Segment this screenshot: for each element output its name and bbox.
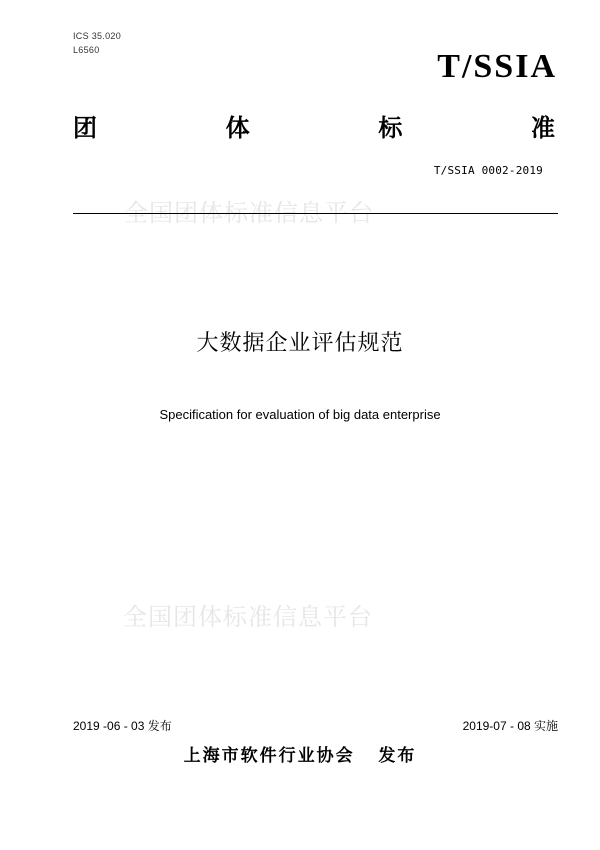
document-title-english: Specification for evaluation of big data enterprise (159, 407, 441, 422)
standard-kind-char-4: 准 (530, 114, 555, 142)
watermark-bottom: 全国团体标准信息平台 (123, 603, 373, 631)
standard-kind-heading (73, 112, 555, 144)
standard-number: T/SSIA 0002-2019 (433, 164, 543, 177)
header-divider (73, 213, 558, 214)
publisher-line (0, 741, 600, 766)
ccs-code: L6560 (73, 45, 100, 55)
issue-date: 2019 -06 - 03 发布 (73, 719, 172, 733)
implementation-date: 2019-07 - 08 实施 (462, 719, 558, 733)
standard-kind-char-1: 团 (73, 114, 97, 142)
standard-logo: T/SSIA (437, 48, 557, 85)
watermark-top: 全国团体标准信息平台 (124, 199, 374, 227)
ics-code: ICS 35.020 (73, 31, 122, 41)
publisher-action: 发布 (378, 746, 417, 766)
standard-kind-char-2: 体 (225, 114, 250, 142)
document-title-chinese: 大数据企业评估规范 (196, 331, 404, 356)
publisher-name: 上海市软件行业协会 (183, 746, 355, 766)
standard-kind-char-3: 标 (378, 114, 403, 142)
